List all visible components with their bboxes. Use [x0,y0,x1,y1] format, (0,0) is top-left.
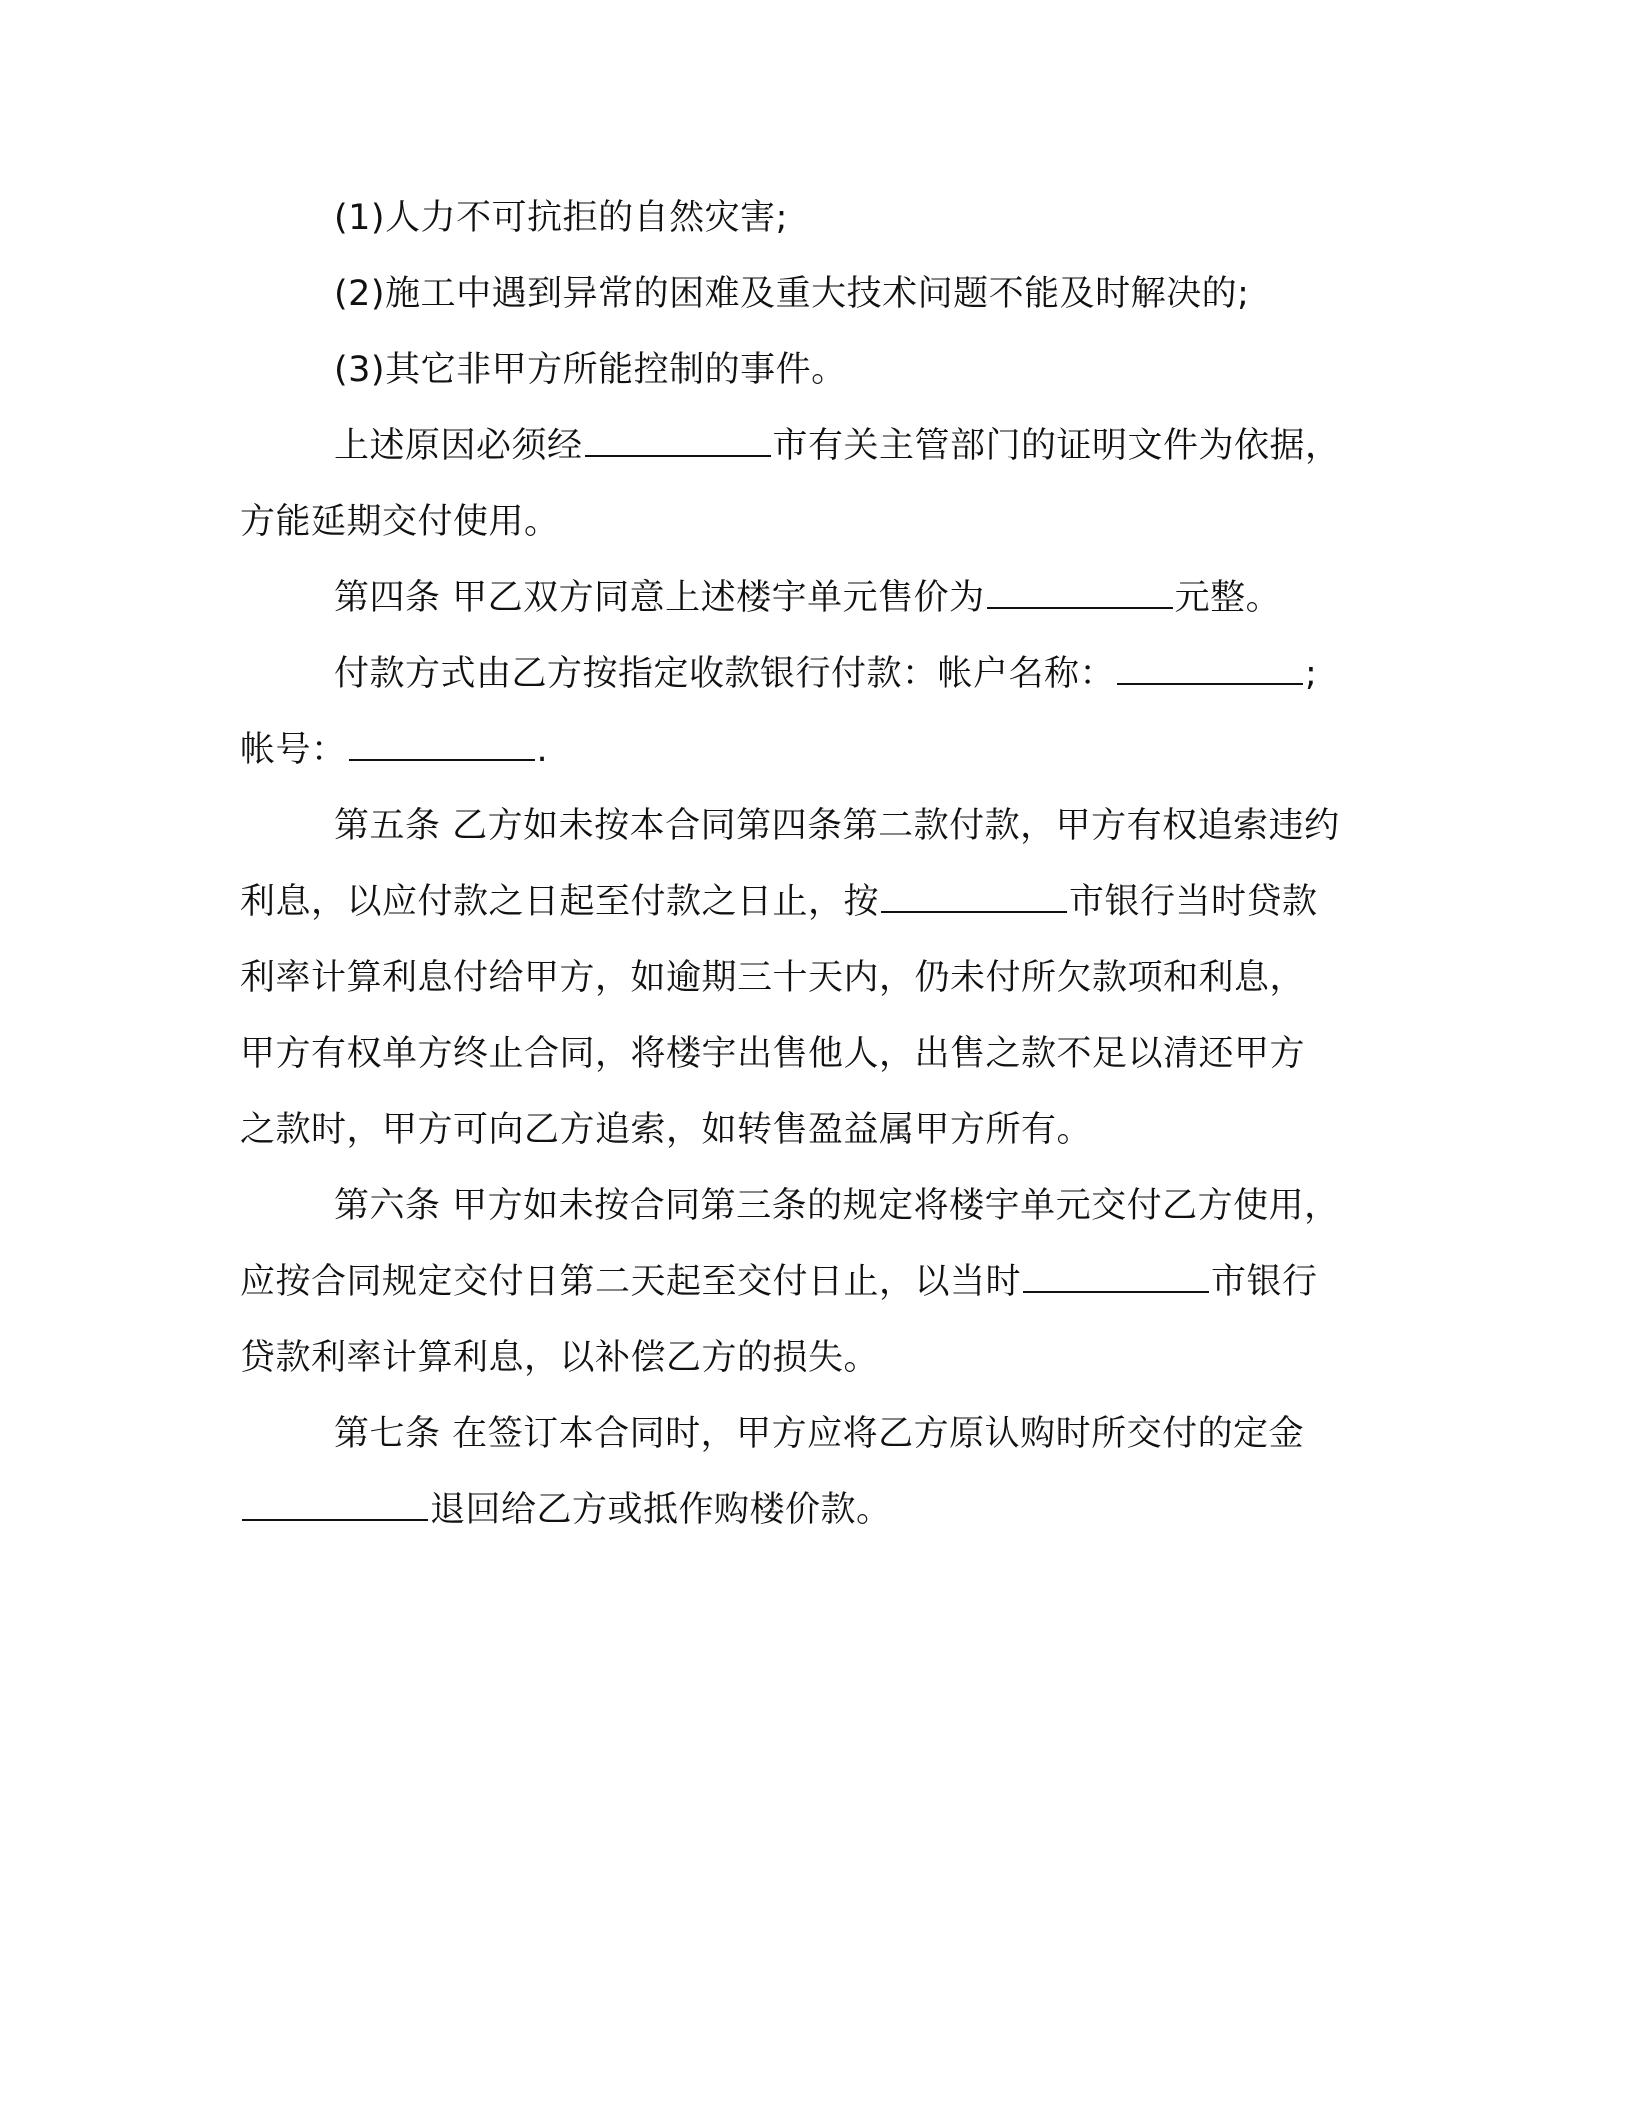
paragraph-delay-proof [240,408,1400,560]
fill-in-blank [242,1489,428,1521]
list-item-text: (1)人力不可抗拒的自然灾害; [334,198,788,238]
fill-in-blank [1023,1261,1209,1293]
paragraph-line [240,1244,1400,1320]
text-run: 市银行当时贷款 [1069,882,1318,922]
text-run: 利息，以应付款之日起至付款之日止，按 [240,882,880,922]
fill-in-blank [987,577,1173,609]
article-4 [240,560,1400,636]
article-6 [240,1168,1400,1396]
list-item-1 [240,180,1400,256]
text-run: 上述原因必须经 [334,426,583,466]
text-run: 市有关主管部门的证明文件为依据， [772,426,1341,466]
fill-in-blank [881,881,1067,913]
paragraph-line [240,560,1400,636]
paragraph-line [240,636,1400,712]
paragraph-line: 第七条 在签订本合同时，甲方应将乙方原认购时所交付的定金 [334,1414,1305,1454]
text-run: 帐号： [240,730,347,770]
paragraph-line: 贷款利率计算利息，以补偿乙方的损失。 [240,1338,880,1378]
paragraph-line: 方能延期交付使用。 [240,502,560,542]
text-run: 退回给乙方或抵作购楼价款。 [430,1490,892,1530]
text-run: 元整。 [1174,578,1282,618]
list-item-text: (2)施工中遇到异常的困难及重大技术问题不能及时解决的; [334,274,1250,314]
article-5 [240,788,1400,1168]
text-run: 第四条 甲乙双方同意上述楼宇单元售价为 [334,578,985,618]
paragraph-line [240,864,1400,940]
fill-in-blank [1117,653,1303,685]
text-run: ; [1305,654,1318,694]
text-run: . [536,730,549,770]
paragraph-line: 之款时，甲方可向乙方追索，如转售盈益属甲方所有。 [240,1110,1093,1150]
list-item-text: (3)其它非甲方所能控制的事件。 [334,350,847,390]
fill-in-blank [349,729,535,761]
paragraph-line [240,1472,1400,1548]
text-run: 市银行 [1211,1262,1318,1302]
paragraph-line: 甲方有权单方终止合同，将楼宇出售他人，出售之款不足以清还甲方 [240,1034,1306,1074]
paragraph-line: 利率计算利息付给甲方，如逾期三十天内，仍未付所欠款项和利息， [240,958,1306,998]
text-run: 应按合同规定交付日第二天起至交付日止，以当时 [240,1262,1022,1302]
fill-in-blank [585,425,771,457]
article-7 [240,1396,1400,1548]
list-item-3 [240,332,1400,408]
list-item-2 [240,256,1400,332]
paragraph-line: 第六条 甲方如未按合同第三条的规定将楼宇单元交付乙方使用， [334,1186,1340,1226]
paragraph-line [240,712,1400,788]
paragraph-payment [240,636,1400,788]
text-run: 付款方式由乙方按指定收款银行付款：帐户名称： [334,654,1116,694]
paragraph-line [240,408,1400,484]
paragraph-line: 第五条 乙方如未按本合同第四条第二款付款，甲方有权追索违约 [334,806,1340,846]
